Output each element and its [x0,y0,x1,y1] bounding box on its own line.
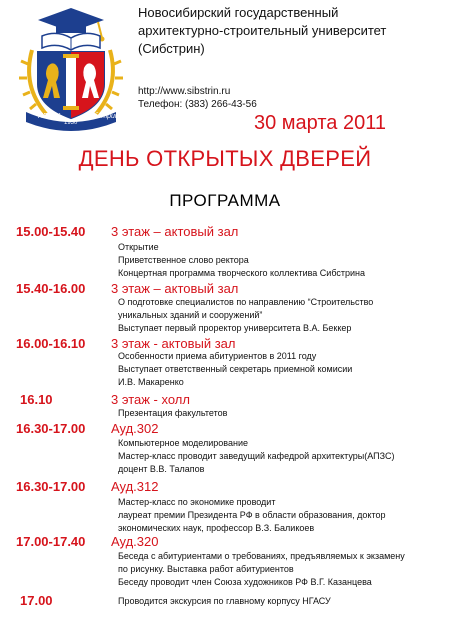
schedule-venue: Ауд.302 [111,421,159,436]
schedule-item: Презентация факультетов [118,408,228,418]
schedule-venue: 3 этаж – актовый зал [111,281,239,296]
schedule-item: Беседа с абитуриентами о требованиях, предъявляемых к экзамену [118,551,405,561]
schedule-item: Особенности приема абитуриентов в 2011 году [118,351,317,361]
schedule-item: доцент В.В. Талапов [118,464,205,474]
logo-year: 1930 [64,120,78,126]
schedule-description [118,241,365,280]
phone-number: Телефон: (383) 266-43-56 [138,99,257,110]
schedule-description [118,550,405,589]
schedule-item: лауреат премии Президента РФ в области образования, доктор [118,510,386,520]
schedule-description [118,496,386,535]
schedule-venue: Ауд.312 [111,479,159,494]
schedule-item: Выступает первый проректор университета В.А. Беккер [118,323,352,333]
schedule-time: 16.10 [20,392,53,407]
schedule-item: Проводится экскурсия по главному корпусу НГАСУ [118,596,331,606]
schedule-time: 17.00 [20,593,53,608]
schedule-time: 15.00-15.40 [16,224,86,239]
schedule-description [118,407,227,420]
schedule-item: О подготовке специалистов по направлению “Строительство [118,297,374,307]
schedule-description [118,296,373,335]
schedule-item: Выступает ответственный секретарь приемной комисии [118,364,353,374]
schedule-item: экономических наук, профессор В.З. Баликоев [118,523,315,533]
schedule-item: И.В. Макаренко [118,377,184,387]
schedule-venue: 3 этаж - холл [111,392,190,407]
schedule-item: Беседу проводит член Союза художников РФ В.Г. Казанцева [118,577,372,587]
logo-banner-text: НГАСУ [38,113,60,120]
schedule-description [118,595,331,608]
university-name-line: архитектурно-строительный университет [138,23,387,38]
schedule-description [118,350,352,389]
event-title: ДЕНЬ ОТКРЫТЫХ ДВЕРЕЙ [78,146,372,171]
schedule-item: Приветственное слово ректора [118,255,249,265]
schedule-venue: 3 этаж - актовый зал [111,336,236,351]
university-logo [12,6,130,132]
university-name-line: Новосибирский государственный [138,5,339,20]
university-name-line: (Сибстрин) [138,41,205,56]
schedule-item: Концертная программа творческого коллектива Сибстрина [118,268,365,278]
university-name [138,4,386,58]
website-link[interactable]: http://www.sibstrin.ru [138,86,231,97]
schedule-item: уникальных зданий и сооружений” [118,310,263,320]
schedule-venue: Ауд.320 [111,534,159,549]
schedule-time: 16.00-16.10 [16,336,86,351]
schedule-time: 16.30-17.00 [16,479,86,494]
schedule-venue: 3 этаж – актовый зал [111,224,239,239]
logo-ribbon-text: Сибстрин [85,113,119,120]
schedule-description [118,437,394,476]
schedule-time: 16.30-17.00 [16,421,86,436]
schedule-time: 17.00-17.40 [16,534,86,549]
schedule-item: по рисунку. Выставка работ абитуриентов [118,564,294,574]
schedule-time: 15.40-16.00 [16,281,86,296]
schedule-item: Мастер-класс проводит заведущий кафедрой архитектуры(АПЗС) [118,451,395,461]
event-date: 30 марта 2011 [254,112,386,134]
schedule-item: Компьютерное моделирование [118,438,248,448]
schedule-item: Мастер-класс по экономике проводит [118,497,276,507]
schedule-item: Открытие [118,242,159,252]
program-title: ПРОГРАММА [169,191,281,210]
contact-info [138,85,257,111]
